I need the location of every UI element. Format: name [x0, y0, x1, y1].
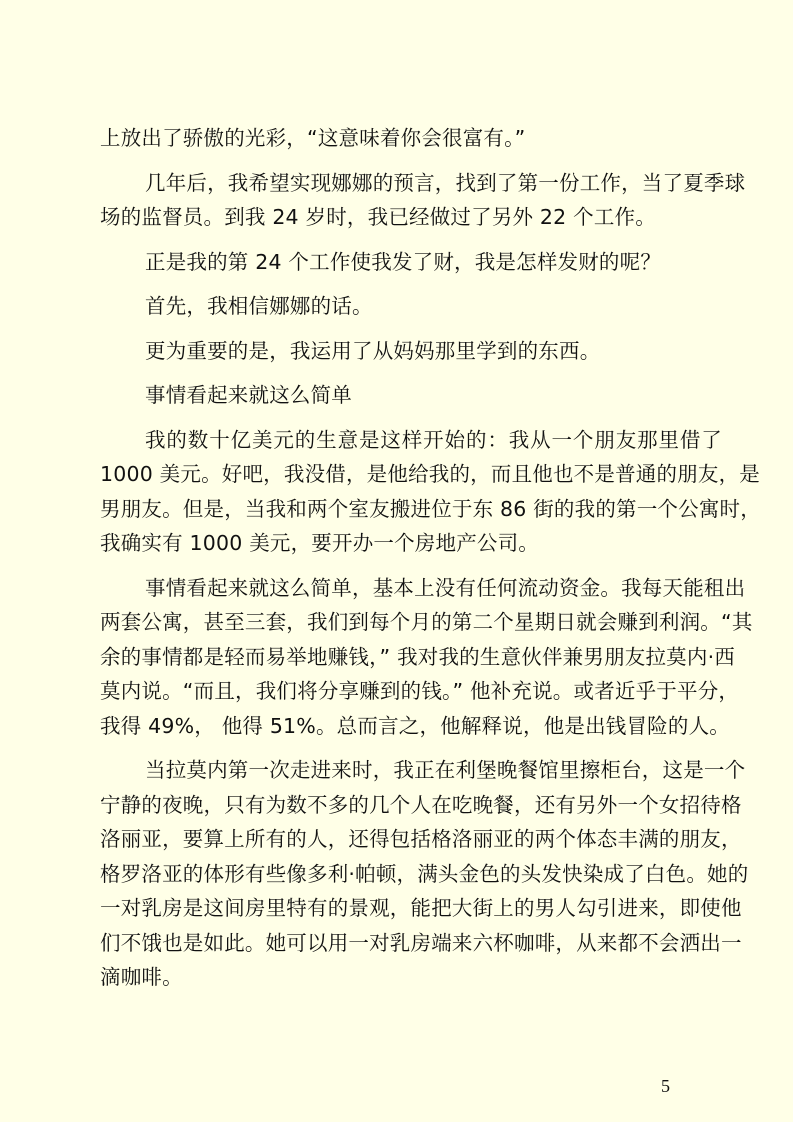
- text-line: 正是我的第 24 个工作使我发了财，我是怎样发财的呢？: [145, 249, 662, 274]
- text-line: 一对乳房是这间房里特有的景观，能把大街上的男人勾引进来，即使他: [100, 896, 742, 920]
- paragraph-5: [100, 334, 722, 369]
- text-line: 宁静的夜晚，只有为数不多的几个人在吃晚餐，还有另外一个女招待格: [100, 792, 742, 817]
- text-line: 滴咖啡。: [100, 965, 183, 989]
- text-line: 首先，我相信娜娜的话。: [145, 294, 373, 318]
- text-line: 更为重要的是，我运用了从妈妈那里学到的东西。: [145, 338, 601, 363]
- text-line: 场的监督员。到我 24 岁时，我已经做过了另外 22 个工作。: [100, 205, 656, 229]
- text-line: 们不饿也是如此。她可以用一对乳房端来六杯咖啡，从来都不会洒出一: [100, 930, 742, 955]
- text-line: 男朋友。但是，当我和两个室友搬进位于东 86 街的我的第一个公寓时，: [100, 496, 761, 521]
- paragraph-7: [100, 423, 761, 561]
- text-line: 事情看起来就这么简单: [145, 383, 352, 407]
- text-line: 当拉莫内第一次走进来时，我正在利堡晚餐馆里擦柜台，这是一个: [145, 758, 746, 782]
- paragraph-2: [100, 166, 746, 235]
- text-line: 上放出了骄傲的光彩，“这意味着你会很富有。”: [100, 126, 526, 150]
- text-line: 洛丽亚，要算上所有的人，还得包括格洛丽亚的两个体态丰满的朋友，: [100, 827, 742, 851]
- text-line: 两套公寓，甚至三套，我们到每个月的第二个星期日就会赚到利润。“其: [100, 610, 753, 634]
- text-line: 几年后，我希望实现娜娜的预言，找到了第一份工作，当了夏季球: [145, 170, 746, 195]
- paragraph-3: [100, 245, 722, 280]
- paragraph-8: [100, 571, 753, 744]
- text-line: 莫内说。“而且，我们将分享赚到的钱。” 他补充说。或者近乎于平分，: [100, 679, 740, 703]
- paragraph-6: [100, 378, 722, 413]
- document-page: [100, 121, 761, 1005]
- text-line: 我得 49%， 他得 51%。总而言之，他解释说，他是出钱冒险的人。: [100, 713, 730, 738]
- text-line: 我的数十亿美元的生意是这样开始的：我从一个朋友那里借了: [145, 427, 722, 452]
- text-line: 我确实有 1000 美元，要开办一个房地产公司。: [100, 531, 540, 555]
- paragraph-9: [100, 753, 749, 995]
- text-line: 余的事情都是轻而易举地赚钱，” 我对我的生意伙伴兼男朋友拉莫内·西: [100, 644, 736, 669]
- paragraph-4: [100, 289, 722, 324]
- page-number: 5: [661, 1076, 670, 1096]
- text-line: 1000 美元。好吧，我没借，是他给我的，而且他也不是普通的朋友，是: [100, 462, 760, 486]
- text-line: 事情看起来就这么简单，基本上没有任何流动资金。我每天能租出: [145, 575, 746, 600]
- text-line: 格罗洛亚的体形有些像多利·帕顿，满头金色的头发快染成了白色。她的: [100, 861, 749, 886]
- paragraph-1: [100, 121, 722, 156]
